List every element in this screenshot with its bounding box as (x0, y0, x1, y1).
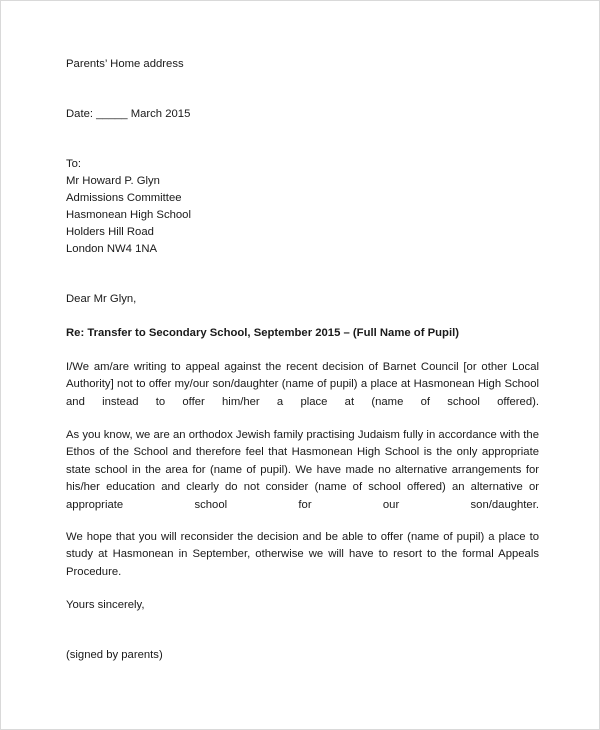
signature: (signed by parents) (66, 649, 163, 661)
body-paragraph-1: I/We am/are writing to appeal against the recent decision of Barnet Council [or other Local Authority] not to offer my/our son/daughter (name of pupil) a place at Hasmonean High School and instead to offer him/her a place at (name of school offered). (66, 361, 539, 408)
recipient-name: Mr Howard P. Glyn (66, 175, 160, 187)
closing: Yours sincerely, (66, 599, 145, 611)
letter-date: Date: _____ March 2015 (66, 108, 191, 120)
body-paragraph-2: As you know, we are an orthodox Jewish family practising Judaism fully in accordance with the Ethos of the School and therefore feel that Hasmonean High School is the only appropriate state school in the area for (name of pupil). We have made no alternative arrangements for his/her education and clearly do not consider (name of school offered) an alternative or appropriate school for our son/daughter. (66, 429, 539, 511)
sender-address: Parents’ Home address (66, 58, 184, 70)
body-paragraph-3: We hope that you will reconsider the decision and be able to offer (name of pupil) a place to study at Hasmonean in September, otherwise we will have to resort to the formal Appeals Procedure. (66, 531, 539, 578)
recipient-road: Holders Hill Road (66, 226, 154, 238)
recipient-committee: Admissions Committee (66, 192, 182, 204)
recipient-to-label: To: (66, 158, 82, 170)
subject-line: Re: Transfer to Secondary School, September 2015 – (Full Name of Pupil) (66, 327, 459, 339)
salutation: Dear Mr Glyn, (66, 293, 137, 305)
recipient-city: London NW4 1NA (66, 243, 158, 255)
recipient-school: Hasmonean High School (66, 209, 191, 221)
